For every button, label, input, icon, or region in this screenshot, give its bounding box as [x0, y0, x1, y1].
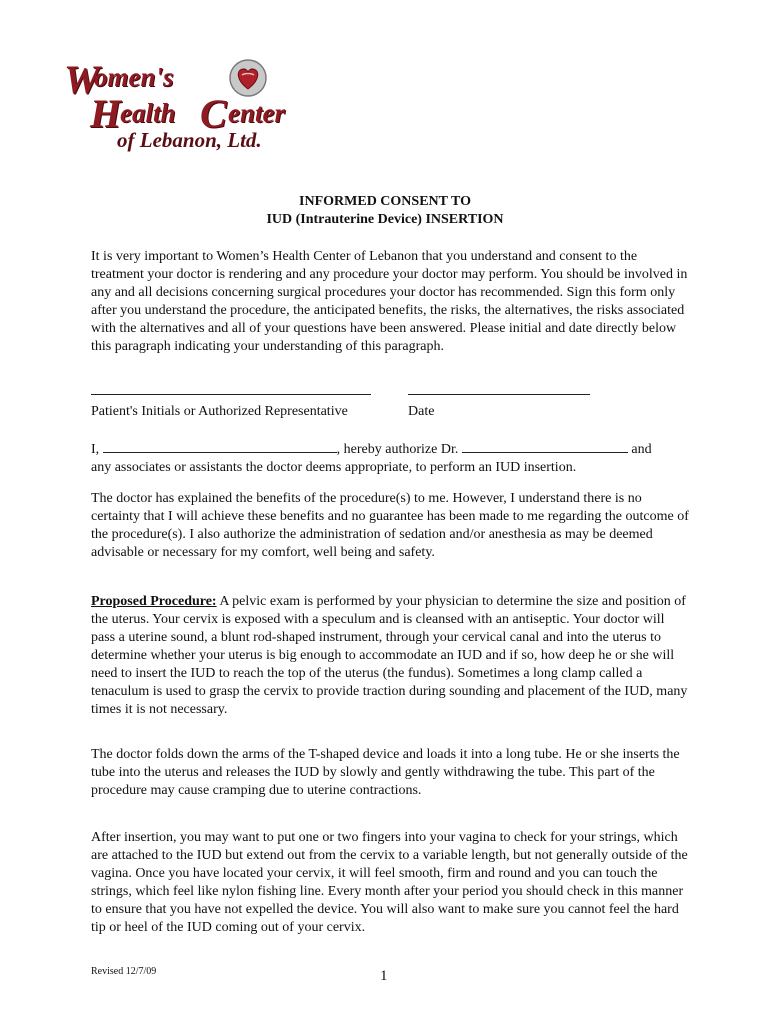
logo-letter-w: W	[64, 57, 100, 102]
proposed-procedure-text: A pelvic exam is performed by your physician to determine the size and position of the uterus. Your cervix is exposed with a speculum and is cleansed with an antiseptic. Your doctor will pass a uterine sound, a blunt rod-shaped instrument, through your cervical canal and into the uterus to determine whether your uterus is big enough to accommodate an IUD and if so, how deep he or she will need to insert the IUD to reach the top of the uterus (the fundus). Sometimes a long clamp called a tenaculum is used to grasp the cervix to provide traction during sounding and placement of the IUD, many times it is not necessary.	[91, 594, 688, 717]
logo-letter-h: H	[90, 91, 122, 136]
authorization-statement	[91, 440, 691, 477]
proposed-procedure-label: Proposed Procedure:	[91, 594, 217, 609]
intro-paragraph: It is very important to Women’s Health Center of Lebanon that you understand and consent to the treatment your doctor is rendering and any procedure your doctor may perform. You should be involved in any and all decisions concerning surgical procedures your doctor has recommended. Sign this form only after you understand the procedure, the anticipated benefits, the risks, the alternatives, the risks associated with the alternatives and all of your questions have been answered. Please initial and date directly below this paragraph indicating your understanding of this paragraph.	[91, 249, 688, 354]
heart-icon	[228, 58, 268, 98]
logo-text-omens: omen's	[94, 62, 174, 92]
clinic-logo	[62, 56, 322, 156]
logo-letter-c: C	[200, 91, 227, 136]
patient-name-field[interactable]	[103, 440, 337, 453]
document-title-line2: IUD (Intrauterine Device) INSERTION	[266, 212, 504, 227]
authorize-prefix: I,	[91, 442, 103, 457]
page-number: 1	[380, 968, 388, 984]
date-label: Date	[408, 404, 435, 419]
logo-subtitle: of Lebanon, Ltd.	[117, 128, 262, 152]
date-signature-line[interactable]	[408, 394, 590, 395]
initials-label: Patient's Initials or Authorized Representative	[91, 404, 348, 419]
initials-signature-line[interactable]	[91, 394, 371, 395]
authorize-line2: any associates or assistants the doctor deems appropriate, to perform an IUD insertion.	[91, 460, 577, 475]
authorize-suffix: and	[627, 442, 652, 457]
proposed-procedure-paragraph	[91, 593, 691, 719]
logo-text-enter: enter	[228, 98, 285, 128]
doctor-name-field[interactable]	[462, 440, 628, 453]
authorize-middle: , hereby authorize Dr.	[336, 442, 462, 457]
after-insertion-paragraph: After insertion, you may want to put one or two fingers into your vagina to check for your strings, which are attached to the IUD but extend out from the cervix to a variable length, but not generally outside of the vagina. Once you have located your cervix, it will feel smooth, firm and round and you can touch the strings, which feel like nylon fishing line. Every month after your period you should check in this manner to ensure that you have not expelled the device. You will also want to make sure you cannot feel the hard tip or heel of the IUD coming out of your cervix.	[91, 830, 688, 935]
insertion-paragraph: The doctor folds down the arms of the T-shaped device and loads it into a long tube. He or she inserts the tube into the uterus and releases the IUD by slowly and gently withdrawing the tube. This part of the procedure may cause cramping due to uterine contractions.	[91, 747, 680, 798]
revision-date: Revised 12/7/09	[91, 966, 157, 977]
benefits-paragraph: The doctor has explained the benefits of the procedure(s) to me. However, I understand there is no certainty that I will achieve these benefits and no guarantee has been made to me regarding the outcome of the procedure(s). I also authorize the administration of sedation and/or anesthesia as may be deemed advisable or necessary for my comfort, well being and safety.	[91, 491, 689, 560]
document-title-line1: INFORMED CONSENT TO	[299, 194, 471, 209]
logo-text-ealth: ealth	[120, 98, 176, 128]
